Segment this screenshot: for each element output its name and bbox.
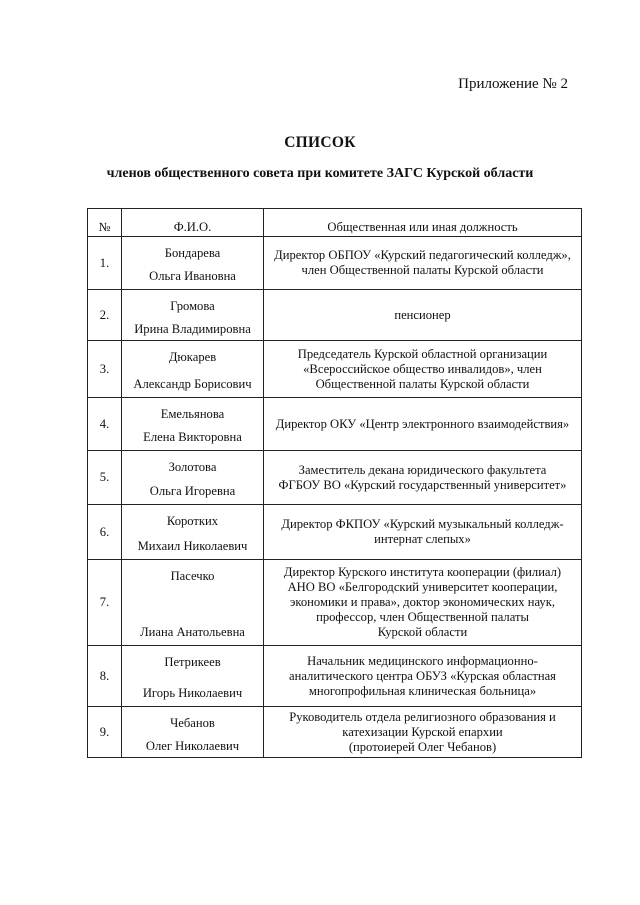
row-number: 7. bbox=[88, 560, 122, 646]
member-name-cell bbox=[122, 646, 264, 707]
member-given-names: Игорь Николаевич bbox=[142, 686, 243, 700]
position-line: Председатель Курской областной организации bbox=[297, 346, 548, 361]
column-header-position: Общественная или иная должность bbox=[264, 209, 582, 237]
member-position-cell bbox=[264, 505, 582, 560]
member-given-names: Ольга Игоревна bbox=[149, 484, 236, 498]
position-line: Директор Курского института кооперации (филиал) bbox=[283, 565, 562, 579]
member-given-names: Михаил Николаевич bbox=[137, 539, 248, 553]
document-subtitle: членов общественного совета при комитете ЗАГС Курской области bbox=[106, 166, 534, 181]
position-line: Директор ФКПОУ «Курский музыкальный колледж- bbox=[281, 517, 564, 531]
position-line: катехизации Курской епархии bbox=[342, 724, 503, 739]
member-position-cell bbox=[264, 290, 582, 341]
member-name-cell bbox=[122, 341, 264, 398]
position-line: Курской области bbox=[377, 625, 468, 639]
position-line: (протоиерей Олег Чебанов) bbox=[348, 739, 497, 754]
member-position-cell bbox=[264, 646, 582, 707]
position-line: многопрофильная клиническая больница» bbox=[308, 683, 537, 698]
row-number: 1. bbox=[88, 237, 122, 290]
column-header-name: Ф.И.О. bbox=[122, 209, 264, 237]
position-line: Директор ОБПОУ «Курский педагогический колледж», bbox=[274, 248, 571, 262]
table-row bbox=[88, 341, 582, 398]
member-given-names: Лиана Анатольевна bbox=[140, 625, 245, 639]
position-line: Руководитель отдела религиозного образования и bbox=[289, 709, 556, 724]
position-line: Заместитель декана юридического факультета bbox=[298, 462, 547, 477]
member-position-cell bbox=[264, 451, 582, 505]
appendix-label: Приложение № 2 bbox=[458, 76, 568, 92]
position-line: член Общественной палаты Курской области bbox=[301, 263, 544, 277]
position-line: экономики и права», доктор экономических наук, bbox=[290, 595, 555, 609]
table-row bbox=[88, 560, 582, 646]
position-line: Директор ОКУ «Центр электронного взаимодействия» bbox=[275, 416, 570, 431]
position-line: ФГБОУ ВО «Курский государственный университет» bbox=[278, 477, 567, 492]
member-position-cell bbox=[264, 560, 582, 646]
table-header-row bbox=[88, 209, 582, 237]
member-given-names: Ирина Владимировна bbox=[134, 322, 251, 336]
member-surname: Золотова bbox=[168, 460, 217, 474]
row-number: 3. bbox=[88, 341, 122, 398]
member-surname: Коротких bbox=[166, 514, 219, 528]
member-name-cell bbox=[122, 505, 264, 560]
table-row bbox=[88, 451, 582, 505]
row-number: 2. bbox=[88, 290, 122, 341]
members-table bbox=[87, 208, 582, 758]
position-line: Начальник медицинского информационно- bbox=[307, 653, 538, 668]
table-row bbox=[88, 237, 582, 290]
member-name-cell bbox=[122, 451, 264, 505]
table-row bbox=[88, 646, 582, 707]
member-surname: Петрикеев bbox=[164, 655, 221, 669]
row-number: 5. bbox=[88, 451, 122, 505]
member-name-cell bbox=[122, 560, 264, 646]
member-surname: Громова bbox=[170, 299, 215, 313]
table-row bbox=[88, 707, 582, 758]
position-line: интернат слепых» bbox=[374, 532, 471, 546]
member-given-names: Александр Борисович bbox=[133, 377, 252, 391]
member-given-names: Ольга Ивановна bbox=[149, 269, 236, 283]
position-line: Общественной палаты Курской области bbox=[315, 376, 530, 391]
table-row bbox=[88, 505, 582, 560]
member-position-cell bbox=[264, 398, 582, 451]
member-name-cell bbox=[122, 398, 264, 451]
row-number: 4. bbox=[88, 398, 122, 451]
row-number: 6. bbox=[88, 505, 122, 560]
member-surname: Дюкарев bbox=[168, 350, 217, 364]
position-line: АНО ВО «Белгородский университет кооперации, bbox=[287, 580, 558, 594]
member-name-cell bbox=[122, 707, 264, 758]
position-line: аналитического центра ОБУЗ «Курская областная bbox=[289, 668, 556, 683]
position-line: профессор, член Общественной палаты bbox=[316, 610, 529, 624]
table-row bbox=[88, 290, 582, 341]
member-position-cell bbox=[264, 341, 582, 398]
member-given-names: Олег Николаевич bbox=[145, 739, 240, 753]
member-position-cell bbox=[264, 237, 582, 290]
row-number: 8. bbox=[88, 646, 122, 707]
member-position-cell bbox=[264, 707, 582, 758]
table-row bbox=[88, 398, 582, 451]
row-number: 9. bbox=[88, 707, 122, 758]
position-line: «Всероссийское общество инвалидов», член bbox=[303, 361, 542, 376]
member-surname: Чебанов bbox=[170, 716, 215, 730]
member-surname: Емельянова bbox=[160, 407, 225, 421]
position-line: пенсионер bbox=[394, 307, 451, 322]
column-header-number: № bbox=[88, 209, 122, 237]
member-surname: Пасечко bbox=[170, 569, 215, 583]
member-surname: Бондарева bbox=[164, 246, 221, 260]
member-name-cell bbox=[122, 237, 264, 290]
member-given-names: Елена Викторовна bbox=[143, 430, 242, 444]
document-title: СПИСОК bbox=[284, 134, 356, 151]
member-name-cell bbox=[122, 290, 264, 341]
